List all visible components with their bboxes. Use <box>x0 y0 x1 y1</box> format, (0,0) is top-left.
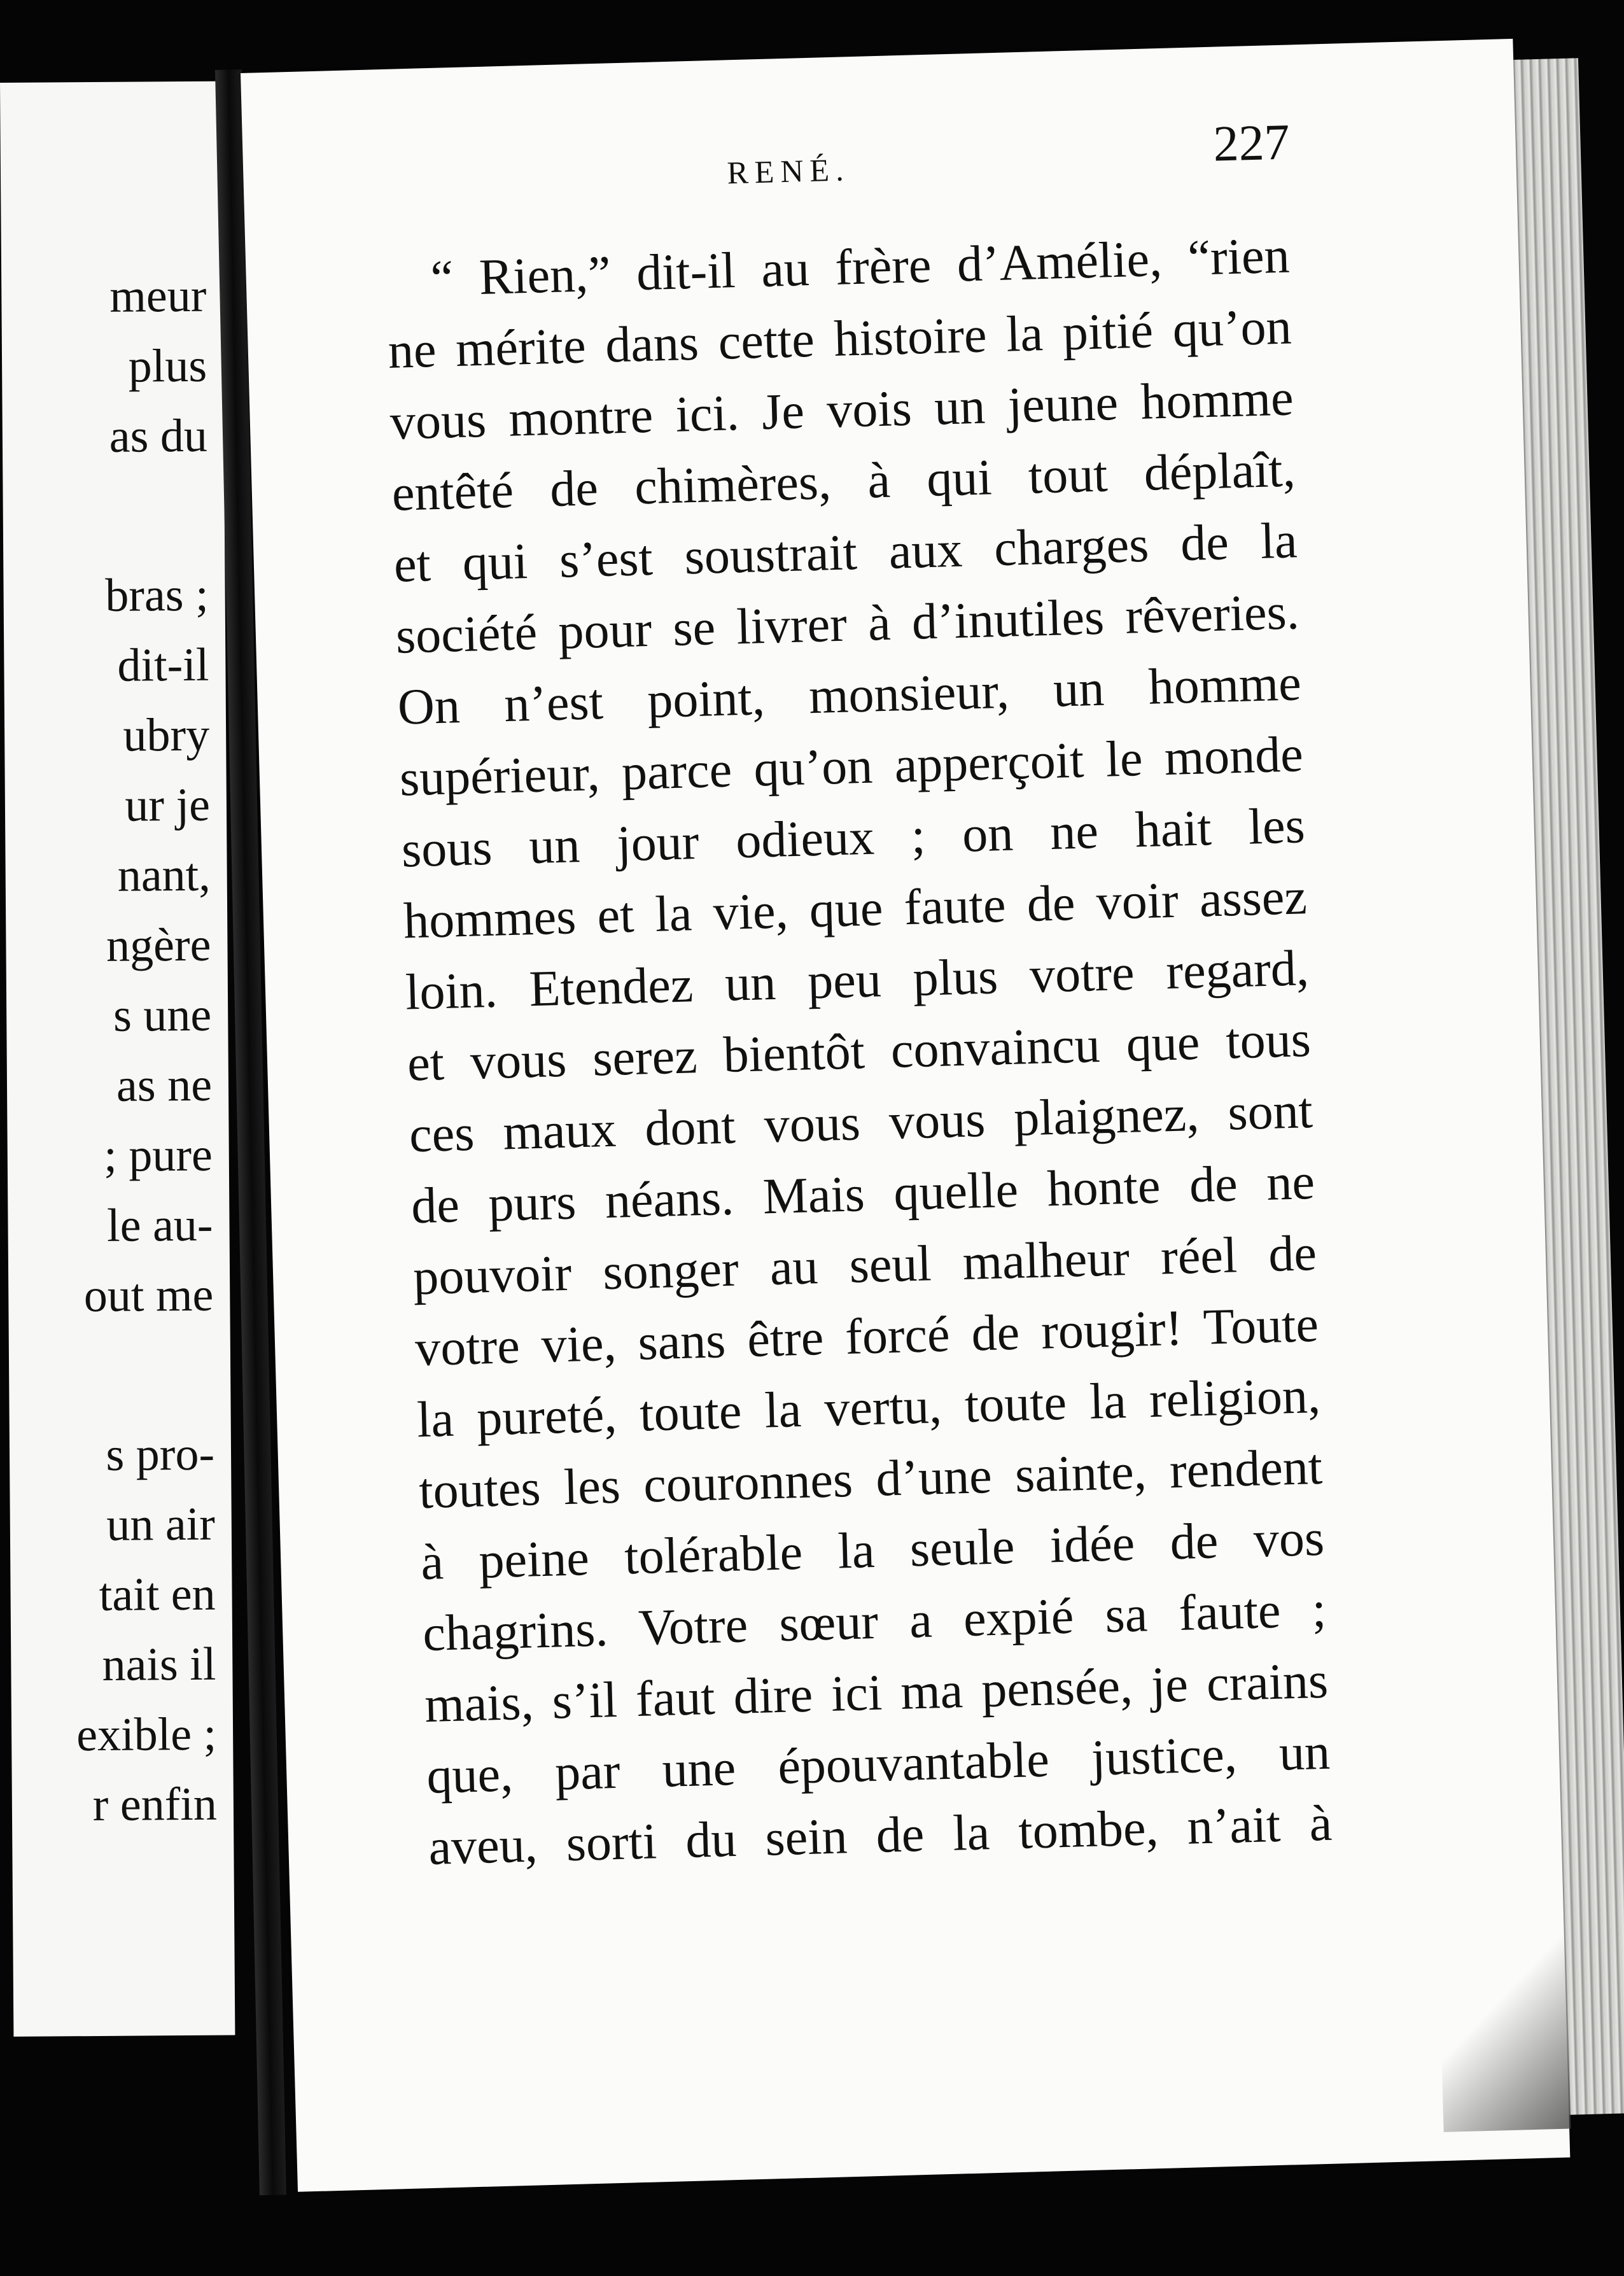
left-page-fragment: exible ; <box>76 1708 217 1762</box>
left-page-fragment: r enfin <box>92 1778 218 1832</box>
page-corner-wear <box>1438 1925 1571 2132</box>
text-line: que, par une épouvantable justice, un <box>426 1724 1331 1805</box>
text-line: sous un jour odieux ; on ne hait les <box>400 797 1306 878</box>
left-facing-page <box>0 81 235 2037</box>
left-page-fragment: ubry <box>123 708 210 762</box>
left-page-fragment: le au- <box>106 1198 213 1252</box>
running-head: RENÉ. <box>726 151 851 191</box>
text-line: la pureté, toute la vertu, toute la religion, <box>416 1367 1322 1449</box>
text-line: chagrins. Votre sœur a expié sa faute ; <box>422 1581 1327 1662</box>
text-line: toutes les couronnes d’une sainte, rendent <box>418 1438 1324 1520</box>
left-page-fragment: s une <box>113 988 212 1042</box>
left-page-fragment: ngère <box>106 918 211 972</box>
text-line: à peine tolérable la seule idée de vos <box>420 1510 1326 1591</box>
right-page <box>241 39 1570 2192</box>
text-line: votre vie, sans être forcé de rougir! Toute <box>414 1296 1319 1377</box>
left-page-fragment: ur je <box>125 778 211 832</box>
left-page-fragment: as du <box>109 409 208 463</box>
text-line: mais, s’il faut dire ici ma pensée, je crains <box>424 1652 1329 1734</box>
text-line: ces maux dont vous vous plaignez, sont <box>409 1083 1313 1163</box>
left-page-fragment: un air <box>106 1498 216 1551</box>
page-number: 227 <box>1212 114 1291 172</box>
text-line: On n’est point, monsieur, un homme <box>396 655 1302 736</box>
left-page-fragment: dit-il <box>117 638 209 692</box>
text-line: supérieur, parce qu’on apperçoit le monde <box>398 726 1304 807</box>
text-line: vous montre ici. Je vois un jeune homme <box>389 370 1294 451</box>
text-line: aveu, sorti du sein de la tombe, n’ait à <box>428 1795 1333 1876</box>
left-page-fragment: as ne <box>116 1058 213 1112</box>
text-line: “ Rien,” dit-il au frère d’Amélie, “rien <box>430 227 1291 307</box>
left-page-fragment: plus <box>128 339 207 393</box>
left-page-fragment: nant, <box>117 848 211 902</box>
left-page-fragment: tait en <box>99 1568 216 1621</box>
text-line: hommes et la vie, que faute de voir assez <box>402 869 1308 950</box>
page-body-text <box>385 220 1333 1883</box>
text-line: de purs néans. Mais quelle honte de ne <box>410 1154 1315 1235</box>
text-line: et vous serez bientôt convaincu que tous <box>407 1011 1312 1092</box>
text-line: entêté de chimères, à qui tout déplaît, <box>391 441 1296 522</box>
left-page-fragment: bras ; <box>104 568 209 622</box>
left-page-fragment: meur <box>109 269 207 323</box>
left-page-fragment: out me <box>83 1268 214 1323</box>
text-line: et qui s’est soustrait aux charges de la <box>393 512 1298 593</box>
text-line: ne mérite dans cette histoire la pitié qu’on <box>387 299 1292 379</box>
left-page-fragment: s pro- <box>106 1428 215 1481</box>
left-page-fragment: nais il <box>102 1638 216 1691</box>
text-line: pouvoir songer au seul malheur réel de <box>412 1225 1317 1306</box>
text-line: société pour se livrer à d’inutiles rêveries. <box>395 584 1300 664</box>
text-line: loin. Etendez un peu plus votre regard, <box>404 940 1310 1021</box>
left-page-fragment: ; pure <box>103 1128 213 1182</box>
